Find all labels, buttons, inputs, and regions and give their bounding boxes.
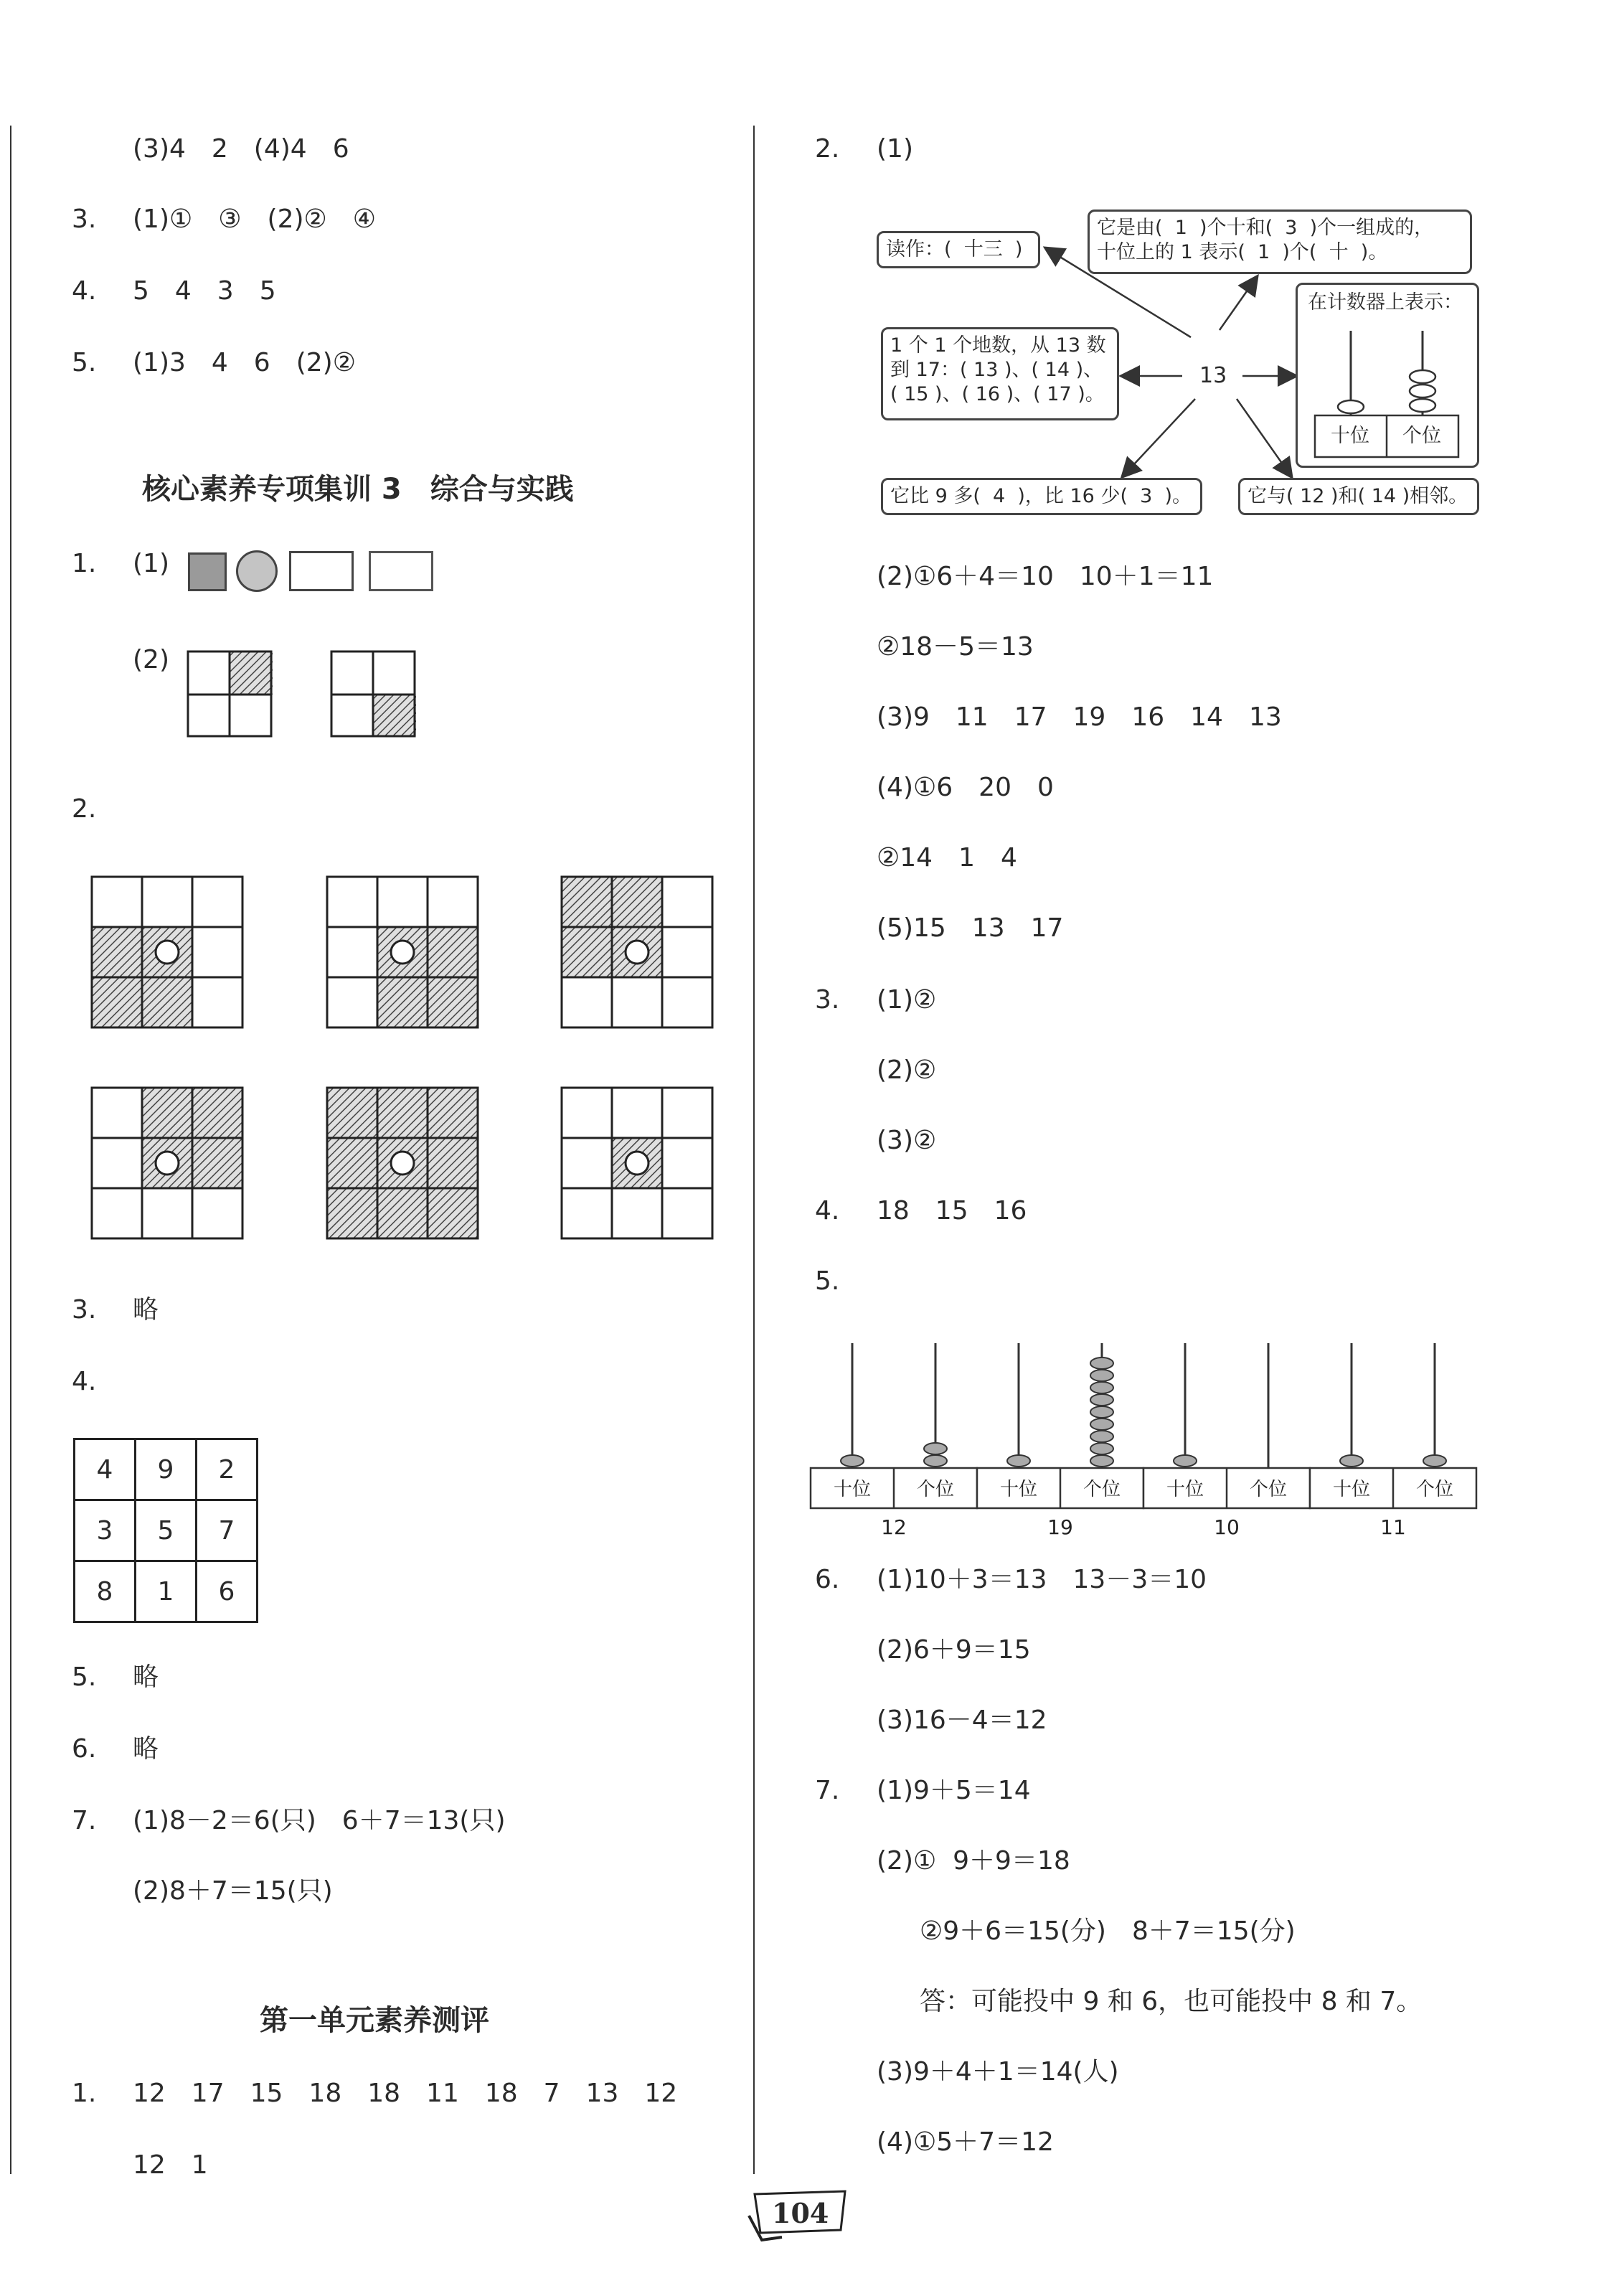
question-number: 4. (72, 1367, 97, 1396)
question-number: 1. (72, 2079, 97, 2108)
sub-question-label: (1) (877, 134, 913, 164)
question-number: 3. (72, 1295, 97, 1325)
answer-line: (3)4 2 (4)4 6 (133, 134, 349, 164)
question-number: 4. (72, 276, 97, 306)
abacus-tens-label: 十位 (1166, 1479, 1204, 1500)
magic-square-cell: 4 (75, 1439, 136, 1500)
question-number: 7. (815, 1776, 840, 1805)
three-by-three-grid (92, 1088, 242, 1238)
abacus-bead (1090, 1443, 1113, 1454)
question-number: 6. (72, 1734, 97, 1764)
abacus-bead (1007, 1455, 1030, 1467)
mindmap-center-number: 13 (1199, 363, 1227, 388)
abacus-bead (924, 1455, 947, 1467)
question-number: 4. (815, 1196, 840, 1225)
question-number: 2. (72, 794, 97, 824)
answer-line: (3)9 11 17 19 16 14 13 (877, 702, 1282, 732)
answer-line: (2)① 9＋9＝18 (877, 1846, 1070, 1876)
answer-line: (2)6＋9＝15 (877, 1635, 1031, 1665)
magic-square-cell: 6 (197, 1561, 258, 1622)
two-by-two-grid (331, 651, 416, 736)
three-by-three-grid (92, 877, 242, 1027)
tens-place-label: 十位 (1331, 425, 1369, 447)
three-by-three-grid (327, 1088, 478, 1238)
abacus-value: 19 (1047, 1515, 1073, 1539)
answer-line: (3)② (877, 1126, 937, 1155)
abacus-ones-label: 个位 (1249, 1479, 1288, 1500)
counter-title: 在计数器上表示： (1308, 291, 1463, 314)
mini-abacus (1298, 285, 1481, 470)
page-number: 104 (772, 2197, 829, 2229)
abacus-ones-label: 个位 (916, 1479, 955, 1500)
abacus-bead (1423, 1455, 1446, 1467)
abacus-tens-label: 十位 (833, 1479, 872, 1500)
answer-line: ②18－5＝13 (877, 632, 1034, 662)
abacus-bead (924, 1443, 947, 1454)
abacus-tens-label: 十位 (1332, 1479, 1371, 1500)
answer-line: (2)8＋7＝15(只) (133, 1876, 333, 1906)
answer-line: ②9＋6＝15(分) 8＋7＝15(分) (920, 1916, 1296, 1946)
question-number: 2. (815, 134, 840, 164)
magic-square-cell: 9 (136, 1439, 197, 1500)
answer-line: (1)10＋3＝13 13－3＝10 (877, 1565, 1207, 1594)
magic-square-cell: 1 (136, 1561, 197, 1622)
magic-square-cell: 8 (75, 1561, 136, 1622)
answer-line: (3)16－4＝12 (877, 1705, 1047, 1735)
question-number: 3. (815, 985, 840, 1015)
answer-line: 略 (133, 1295, 159, 1325)
question-number: 7. (72, 1806, 97, 1835)
question-number: 3. (72, 204, 97, 234)
abacus-value: 11 (1380, 1515, 1406, 1539)
abacus-bead (1090, 1431, 1113, 1442)
answer-line: (2)② (877, 1055, 937, 1085)
abacus-bead (1090, 1406, 1113, 1418)
answer-line: ②14 1 4 (877, 843, 1017, 872)
question-number: 5. (815, 1266, 840, 1296)
answer-line: (1)8－2＝6(只) 6＋7＝13(只) (133, 1806, 506, 1835)
answer-line: 略 (133, 1734, 159, 1764)
answer-line: 答：可能投中 9 和 6，也可能投中 8 和 7。 (920, 1987, 1423, 2016)
mindmap-count-box: 1 个 1 个地数，从 13 数 到 17：( 13 )、( 14 )、 ( 15 )、( 16 )、( 17 )。 (881, 327, 1119, 420)
magic-square-cell: 3 (75, 1500, 136, 1561)
answer-line: (2)①6＋4＝10 10＋1＝11 (877, 562, 1214, 591)
question-number: 5. (72, 348, 97, 377)
abacus-bead (1090, 1394, 1113, 1406)
ones-place-label: 个位 (1402, 425, 1441, 447)
three-by-three-grid (562, 877, 712, 1027)
answer-line: (4)①6 20 0 (877, 773, 1054, 802)
three-by-three-grid (562, 1088, 712, 1238)
sub-question-label: (2) (133, 645, 169, 674)
three-by-three-grid (327, 877, 478, 1027)
abacus-bead (1090, 1382, 1113, 1393)
abacus-bead (1090, 1358, 1113, 1369)
abacus-bead (1174, 1455, 1197, 1467)
question-number: 1. (72, 549, 97, 578)
abacus-value: 10 (1214, 1515, 1240, 1539)
mindmap-compare-box: 它比 9 多( 4 )，比 16 少( 3 )。 (881, 478, 1202, 515)
section-title: 第一单元素养测评 (260, 2004, 489, 2037)
section-title: 核心素养专项集训 3 综合与实践 (142, 473, 574, 506)
page-number-badge (746, 2187, 854, 2247)
answer-line: (5)15 13 17 (877, 913, 1064, 943)
mindmap-counter-box (1296, 283, 1479, 468)
answer-line: (1)② (877, 985, 937, 1015)
magic-square-cell: 2 (197, 1439, 258, 1500)
mindmap-neighbor-box: 它与( 12 )和( 14 )相邻。 (1238, 478, 1479, 515)
magic-square-cell: 7 (197, 1500, 258, 1561)
abacus-bead (1090, 1370, 1113, 1381)
sub-question-label: (1) (133, 549, 169, 578)
answer-line: (3)9＋4＋1＝14(人) (877, 2057, 1119, 2086)
abacus-bead (1340, 1455, 1363, 1467)
abacus-ones-label: 个位 (1415, 1479, 1454, 1500)
abacus-bead (1090, 1455, 1113, 1467)
abacus-bead (1090, 1418, 1113, 1430)
answer-line: 12 1 (133, 2150, 208, 2180)
answer-line: (1)9＋5＝14 (877, 1776, 1031, 1805)
answer-line: 5 4 3 5 (133, 276, 276, 306)
answer-line: 18 15 16 (877, 1196, 1027, 1225)
answer-line: 12 17 15 18 18 11 18 7 13 12 (133, 2079, 678, 2108)
two-by-two-grid (188, 651, 273, 736)
question-number: 5. (72, 1662, 97, 1692)
mindmap-compose-box: 它是由( 1 )个十和( 3 )个一组成的， 十位上的 1 表示( 1 )个( 十 )。 (1088, 210, 1472, 274)
mindmap-read-box: 读作：( 十三 ) (877, 231, 1040, 268)
answer-line: 略 (133, 1662, 159, 1692)
question-number: 6. (815, 1565, 840, 1594)
abacus-value: 12 (881, 1515, 907, 1539)
abacus-tens-label: 十位 (999, 1479, 1038, 1500)
abacus-row (0, 1320, 1599, 1550)
answer-line: (1)3 4 6 (2)② (133, 348, 356, 377)
abacus-ones-label: 个位 (1082, 1479, 1121, 1500)
answer-line: (1)① ③ (2)② ④ (133, 204, 377, 234)
abacus-bead (841, 1455, 864, 1467)
answer-line: (4)①5＋7＝12 (877, 2127, 1054, 2157)
magic-square-cell: 5 (136, 1500, 197, 1561)
